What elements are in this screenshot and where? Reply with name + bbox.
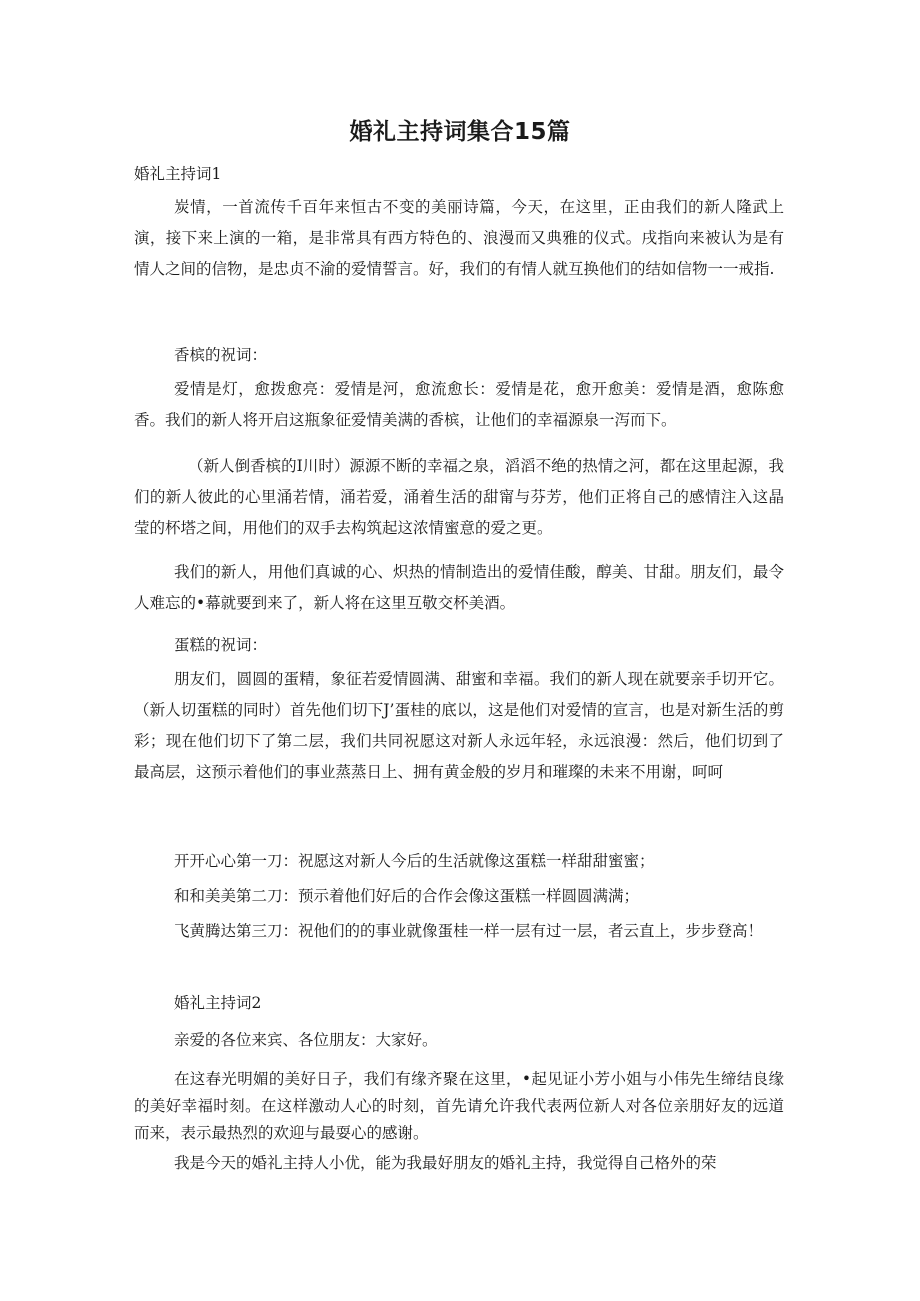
subheading-cake: 蛋糕的祝词： bbox=[174, 636, 268, 654]
paragraph-host-intro: 我是今天的婚礼主持人小优，能为我最好朋友的婚礼主持，我觉得自己格外的荣 bbox=[174, 1154, 717, 1172]
document-title: 婚礼主持词集合15篇 bbox=[349, 119, 571, 145]
line-first-cut: 开开心心第一刀：祝愿这对新人今后的生活就像这蛋糕一样甜甜蜜蜜； bbox=[174, 852, 655, 870]
paragraph-cross-cup-wine: 我们的新人，用他们真诚的心、炽热的情制造出的爱情佳酸，醇美、甘甜。朋友们，最令人难忘的•幕就要到来了，新人将在这里互敬交杯美酒。 bbox=[134, 563, 784, 612]
paragraph-cake-cutting: 朋友们，圆圆的蛋精，象征若爱情圆满、甜蜜和幸福。我们的新人现在就要亲手切开它。（新人切蛋糕的同时）首先他们切下J’蛋桂的底以，这是他们对爱情的宣言，也是对新生活的剪彩；现在他们切下了第二层，我们共同祝愿这对新人永远年轻，永远浪漫：然后，他们切到了最高层，这预示着他们的事业蒸蒸日上、拥有黄金般的岁月和璀璨的未来不用谢，呵呵 bbox=[134, 670, 784, 781]
section-heading-1: 婚礼主持词1 bbox=[134, 165, 222, 183]
paragraph-welcome: 在这春光明媚的美好日子，我们有缘齐聚在这里，•起见证小芳小姐与小伟先生缔结良缘的美好幸福时刻。在这样激动人心的时刻，首先请允许我代表两位新人对各位亲朋好友的远道而来，表示最热烈的欢迎与最耍心的感谢。 bbox=[134, 1070, 784, 1142]
paragraph-greeting: 亲爱的各位来宾、各位朋友：大家好。 bbox=[174, 1031, 438, 1049]
paragraph-champagne-toast: 爱情是灯，愈拨愈亮：爱情是河，愈流愈长：爱情是花，愈开愈美：爱情是酒，愈陈愈香。我们的新人将开启这瓶象征爱情美满的香槟，让他们的幸福源泉一泻而下。 bbox=[134, 380, 784, 429]
section-heading-2: 婚礼主持词2 bbox=[174, 994, 262, 1012]
line-second-cut: 和和美美第二刀：预示着他们好后的合作会像这蛋糕一样圆圆满满； bbox=[174, 887, 640, 905]
paragraph-champagne-pour: （新人倒香槟的I川时）源源不断的幸福之泉，滔滔不绝的热情之河，都在这里起源，我们的新人彼此的心里涌若情，涌若爱，涌着生活的甜甯与芬芳，他们正将自己的感情注入这晶莹的杯塔之间，用他们的双手去构筑起这浓情蜜意的爱之更。 bbox=[134, 457, 784, 537]
paragraph-third-cut: 飞黄腾达第三刀：祝他们的的事业就像蛋桂一样一层有过一层，者云直上，步步登高！ bbox=[174, 922, 764, 940]
paragraph-ring-exchange: 炭情，一首流传千百年来恒古不变的美丽诗篇，今天，在这里，正由我们的新人隆武上演，接下来上演的一箱，是非常具有西方特色的、浪漫而又典雅的仪式。戌指向来被认为是有情人之间的信物，是忠贞不渝的爱情誓言。好，我们的有情人就互换他们的结如信物一一戒指. bbox=[134, 198, 784, 278]
subheading-champagne: 香槟的祝词： bbox=[174, 346, 268, 364]
